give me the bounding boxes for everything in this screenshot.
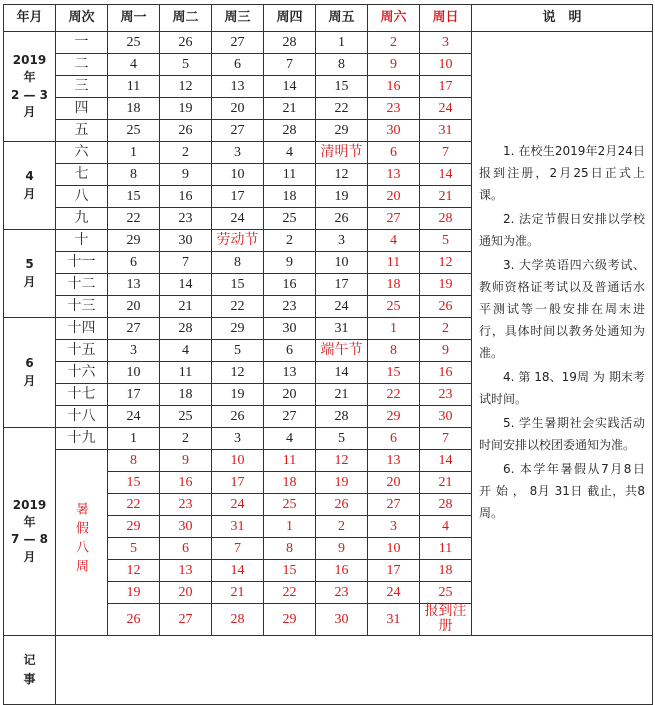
summer-day-cell: 6 <box>160 538 212 560</box>
summer-day-cell: 21 <box>420 472 472 494</box>
note-item: 2. 法定节假日安排以学校通知为准。 <box>479 212 645 249</box>
day-cell: 13 <box>108 274 160 296</box>
day-cell: 19 <box>316 186 368 208</box>
day-cell: 11 <box>108 76 160 98</box>
day-cell: 6 <box>368 428 420 450</box>
summer-day-cell: 29 <box>108 516 160 538</box>
summer-day-cell: 17 <box>368 560 420 582</box>
day-cell: 3 <box>108 340 160 362</box>
month-label-line: 月 <box>23 104 36 119</box>
day-cell: 5 <box>212 340 264 362</box>
memo-row <box>4 635 653 704</box>
week-number: 十九 <box>56 428 108 450</box>
day-cell: 10 <box>316 252 368 274</box>
header-notes: 说 明 <box>472 5 653 32</box>
day-cell: 3 <box>212 428 264 450</box>
summer-day-cell: 10 <box>212 450 264 472</box>
month-label-line: 2 — 3 <box>10 87 49 102</box>
day-cell: 30 <box>368 120 420 142</box>
day-cell: 21 <box>160 296 212 318</box>
day-cell: 1 <box>108 428 160 450</box>
day-cell: 12 <box>420 252 472 274</box>
month-label-line: 5 <box>25 257 34 272</box>
day-cell: 4 <box>108 54 160 76</box>
summer-day-cell: 27 <box>368 494 420 516</box>
calendar-body <box>4 32 653 705</box>
summer-day-cell: 22 <box>264 582 316 604</box>
week-number: 十 <box>56 230 108 252</box>
header-sun: 周日 <box>420 5 472 32</box>
summer-day-cell: 23 <box>316 582 368 604</box>
summer-day-cell: 7 <box>212 538 264 560</box>
day-cell: 4 <box>264 142 316 164</box>
day-cell: 27 <box>212 120 264 142</box>
day-cell: 12 <box>316 164 368 186</box>
day-cell: 10 <box>212 164 264 186</box>
day-cell: 15 <box>212 274 264 296</box>
summer-day-cell: 14 <box>212 560 264 582</box>
day-cell: 2 <box>160 142 212 164</box>
week-number: 十五 <box>56 340 108 362</box>
day-cell: 1 <box>108 142 160 164</box>
day-cell: 3 <box>316 230 368 252</box>
day-cell: 12 <box>160 76 212 98</box>
summer-day-cell: 28 <box>212 604 264 636</box>
day-cell: 19 <box>212 384 264 406</box>
summer-day-cell: 20 <box>368 472 420 494</box>
summer-label <box>56 450 108 636</box>
summer-day-cell: 26 <box>108 604 160 636</box>
day-cell: 20 <box>212 98 264 120</box>
day-cell: 13 <box>212 76 264 98</box>
month-label-line: 4 <box>25 169 34 184</box>
day-cell: 7 <box>420 142 472 164</box>
day-cell: 15 <box>108 186 160 208</box>
day-cell: 24 <box>108 406 160 428</box>
month-label-line: 7 — 8 <box>10 532 49 547</box>
header-mon: 周一 <box>108 5 160 32</box>
summer-day-cell: 11 <box>264 450 316 472</box>
summer-day-cell: 24 <box>368 582 420 604</box>
month-cell <box>4 142 56 230</box>
summer-day-cell: 31 <box>212 516 264 538</box>
day-cell: 26 <box>212 406 264 428</box>
month-label-line: 年 <box>23 70 36 85</box>
day-cell: 26 <box>160 120 212 142</box>
day-cell: 28 <box>316 406 368 428</box>
day-cell: 30 <box>264 318 316 340</box>
day-cell: 13 <box>368 164 420 186</box>
summer-day-cell: 24 <box>212 494 264 516</box>
day-cell: 17 <box>316 274 368 296</box>
holiday-cell: 端午节 <box>316 340 368 362</box>
week-number: 十二 <box>56 274 108 296</box>
week-number: 十一 <box>56 252 108 274</box>
day-cell: 21 <box>264 98 316 120</box>
summer-day-cell: 8 <box>108 450 160 472</box>
day-cell: 31 <box>316 318 368 340</box>
header-month: 年月 <box>4 5 56 32</box>
day-cell: 6 <box>108 252 160 274</box>
day-cell: 9 <box>420 340 472 362</box>
day-cell: 24 <box>420 98 472 120</box>
month-label-line: 月 <box>23 373 36 388</box>
day-cell: 2 <box>420 318 472 340</box>
notes-cell <box>472 32 653 636</box>
day-cell: 29 <box>316 120 368 142</box>
note-item: 5. 学生暑期社会实践活动时间安排以校团委通知为准。 <box>479 416 645 453</box>
summer-day-cell: 16 <box>160 472 212 494</box>
day-cell: 1 <box>368 318 420 340</box>
day-cell: 23 <box>368 98 420 120</box>
note-item: 6. 本学年暑假从7月8日 开 始 ， 8月 31日 截止，共8周。 <box>479 462 645 521</box>
day-cell: 28 <box>264 32 316 54</box>
day-cell: 14 <box>264 76 316 98</box>
summer-day-cell: 19 <box>108 582 160 604</box>
month-label-line: 年 <box>23 515 36 529</box>
day-cell: 27 <box>212 32 264 54</box>
month-cell <box>4 428 56 636</box>
day-cell: 28 <box>160 318 212 340</box>
day-cell: 22 <box>368 384 420 406</box>
month-cell <box>4 230 56 318</box>
day-cell: 7 <box>420 428 472 450</box>
day-cell: 15 <box>368 362 420 384</box>
day-cell: 23 <box>160 208 212 230</box>
week-number: 三 <box>56 76 108 98</box>
day-cell: 18 <box>108 98 160 120</box>
summer-day-cell: 5 <box>108 538 160 560</box>
day-cell: 8 <box>212 252 264 274</box>
summer-day-cell: 19 <box>316 472 368 494</box>
day-cell: 26 <box>160 32 212 54</box>
summer-day-cell: 20 <box>160 582 212 604</box>
day-cell: 29 <box>368 406 420 428</box>
day-cell: 12 <box>212 362 264 384</box>
week-number: 一 <box>56 32 108 54</box>
day-cell: 18 <box>160 384 212 406</box>
summer-day-cell: 2 <box>316 516 368 538</box>
day-cell: 30 <box>160 230 212 252</box>
day-cell: 17 <box>212 186 264 208</box>
day-cell: 19 <box>420 274 472 296</box>
summer-day-cell: 17 <box>212 472 264 494</box>
day-cell: 19 <box>160 98 212 120</box>
day-cell: 15 <box>316 76 368 98</box>
day-cell: 29 <box>108 230 160 252</box>
day-cell: 8 <box>108 164 160 186</box>
week-number: 四 <box>56 98 108 120</box>
summer-day-cell: 28 <box>420 494 472 516</box>
summer-day-cell: 13 <box>160 560 212 582</box>
day-cell: 27 <box>108 318 160 340</box>
summer-day-cell: 14 <box>420 450 472 472</box>
summer-day-cell: 8 <box>264 538 316 560</box>
day-cell: 6 <box>212 54 264 76</box>
day-cell: 5 <box>160 54 212 76</box>
day-cell: 25 <box>108 120 160 142</box>
day-cell: 8 <box>316 54 368 76</box>
day-cell: 22 <box>316 98 368 120</box>
day-cell: 25 <box>108 32 160 54</box>
summer-day-cell: 1 <box>264 516 316 538</box>
day-cell: 7 <box>264 54 316 76</box>
day-cell: 18 <box>368 274 420 296</box>
day-cell: 5 <box>420 230 472 252</box>
day-cell: 16 <box>264 274 316 296</box>
week-number: 二 <box>56 54 108 76</box>
day-cell: 10 <box>108 362 160 384</box>
day-cell: 24 <box>316 296 368 318</box>
month-label-line: 月 <box>23 549 36 564</box>
day-cell: 2 <box>160 428 212 450</box>
day-cell: 14 <box>316 362 368 384</box>
day-cell: 27 <box>264 406 316 428</box>
day-cell: 7 <box>160 252 212 274</box>
summer-day-cell: 10 <box>368 538 420 560</box>
day-cell: 6 <box>264 340 316 362</box>
day-cell: 2 <box>264 230 316 252</box>
day-cell: 26 <box>420 296 472 318</box>
day-cell: 17 <box>420 76 472 98</box>
day-cell: 20 <box>108 296 160 318</box>
week-number: 十四 <box>56 318 108 340</box>
week-number: 十六 <box>56 362 108 384</box>
day-cell: 14 <box>160 274 212 296</box>
summer-day-cell: 12 <box>108 560 160 582</box>
day-cell: 5 <box>316 428 368 450</box>
summer-day-cell: 15 <box>264 560 316 582</box>
day-cell: 18 <box>264 186 316 208</box>
day-cell: 9 <box>368 54 420 76</box>
week-number: 十八 <box>56 406 108 428</box>
day-cell: 11 <box>160 362 212 384</box>
note-item: 3. 大学英语四六级考试、教师资格证考试以及普通话水平测试等一般安排在周末进行，具体时间以教务处通知为准。 <box>479 258 645 361</box>
day-cell: 3 <box>420 32 472 54</box>
summer-day-cell: 4 <box>420 516 472 538</box>
day-cell: 13 <box>264 362 316 384</box>
summer-day-cell: 9 <box>160 450 212 472</box>
day-cell: 23 <box>264 296 316 318</box>
day-cell: 28 <box>420 208 472 230</box>
day-cell: 22 <box>108 208 160 230</box>
day-cell: 21 <box>420 186 472 208</box>
day-cell: 17 <box>108 384 160 406</box>
day-cell: 16 <box>160 186 212 208</box>
day-cell: 31 <box>420 120 472 142</box>
day-cell: 9 <box>160 164 212 186</box>
summer-day-cell: 3 <box>368 516 420 538</box>
day-cell: 28 <box>264 120 316 142</box>
memo-label <box>4 635 56 704</box>
summer-day-cell: 26 <box>316 494 368 516</box>
day-cell: 25 <box>264 208 316 230</box>
day-cell: 4 <box>264 428 316 450</box>
summer-day-cell: 18 <box>264 472 316 494</box>
week-number: 七 <box>56 164 108 186</box>
header-wed: 周三 <box>212 5 264 32</box>
school-calendar-table <box>3 4 653 705</box>
day-cell: 30 <box>420 406 472 428</box>
day-cell: 27 <box>368 208 420 230</box>
header-row <box>4 5 653 32</box>
day-cell: 25 <box>160 406 212 428</box>
summer-day-cell: 21 <box>212 582 264 604</box>
registration-cell: 报到注册 <box>420 604 472 636</box>
header-week: 周次 <box>56 5 108 32</box>
day-cell: 2 <box>368 32 420 54</box>
week-number: 九 <box>56 208 108 230</box>
week-number: 六 <box>56 142 108 164</box>
day-cell: 20 <box>264 384 316 406</box>
summer-day-cell: 22 <box>108 494 160 516</box>
day-cell: 25 <box>368 296 420 318</box>
day-cell: 20 <box>368 186 420 208</box>
summer-day-cell: 18 <box>420 560 472 582</box>
summer-label-text: 暑假八周 <box>74 502 89 579</box>
week-row <box>4 32 653 54</box>
month-label-line: 2019 <box>12 497 47 512</box>
day-cell: 11 <box>368 252 420 274</box>
day-cell: 21 <box>316 384 368 406</box>
header-sat: 周六 <box>368 5 420 32</box>
week-number: 八 <box>56 186 108 208</box>
header-tue: 周二 <box>160 5 212 32</box>
day-cell: 6 <box>368 142 420 164</box>
holiday-cell: 劳动节 <box>212 230 264 252</box>
day-cell: 26 <box>316 208 368 230</box>
month-label-line: 月 <box>23 274 36 289</box>
day-cell: 29 <box>212 318 264 340</box>
summer-day-cell: 15 <box>108 472 160 494</box>
note-item: 1. 在校生2019年2月24日报到注册，2月25日正式上课。 <box>479 144 645 203</box>
summer-day-cell: 25 <box>264 494 316 516</box>
day-cell: 16 <box>368 76 420 98</box>
header-thu: 周四 <box>264 5 316 32</box>
day-cell: 3 <box>212 142 264 164</box>
day-cell: 9 <box>264 252 316 274</box>
week-number: 五 <box>56 120 108 142</box>
day-cell: 11 <box>264 164 316 186</box>
day-cell: 1 <box>316 32 368 54</box>
summer-day-cell: 11 <box>420 538 472 560</box>
month-label-line: 6 <box>25 356 34 371</box>
memo-label-char: 事 <box>23 671 36 686</box>
note-item: 4. 第 18、19周 为 期末考试时间。 <box>479 370 645 407</box>
month-cell <box>4 32 56 142</box>
memo-area <box>56 635 653 704</box>
week-number: 十三 <box>56 296 108 318</box>
summer-day-cell: 31 <box>368 604 420 636</box>
day-cell: 4 <box>160 340 212 362</box>
summer-day-cell: 9 <box>316 538 368 560</box>
day-cell: 4 <box>368 230 420 252</box>
summer-day-cell: 16 <box>316 560 368 582</box>
header-fri: 周五 <box>316 5 368 32</box>
holiday-cell: 清明节 <box>316 142 368 164</box>
day-cell: 14 <box>420 164 472 186</box>
month-label-line: 月 <box>23 186 36 201</box>
summer-day-cell: 29 <box>264 604 316 636</box>
day-cell: 22 <box>212 296 264 318</box>
week-number: 十七 <box>56 384 108 406</box>
day-cell: 23 <box>420 384 472 406</box>
month-cell <box>4 318 56 428</box>
day-cell: 24 <box>212 208 264 230</box>
summer-day-cell: 27 <box>160 604 212 636</box>
day-cell: 16 <box>420 362 472 384</box>
summer-day-cell: 13 <box>368 450 420 472</box>
day-cell: 10 <box>420 54 472 76</box>
summer-day-cell: 23 <box>160 494 212 516</box>
day-cell: 8 <box>368 340 420 362</box>
memo-label-char: 记 <box>23 652 36 667</box>
summer-day-cell: 12 <box>316 450 368 472</box>
summer-day-cell: 30 <box>316 604 368 636</box>
summer-day-cell: 25 <box>420 582 472 604</box>
summer-day-cell: 30 <box>160 516 212 538</box>
month-label-line: 2019 <box>12 52 47 67</box>
